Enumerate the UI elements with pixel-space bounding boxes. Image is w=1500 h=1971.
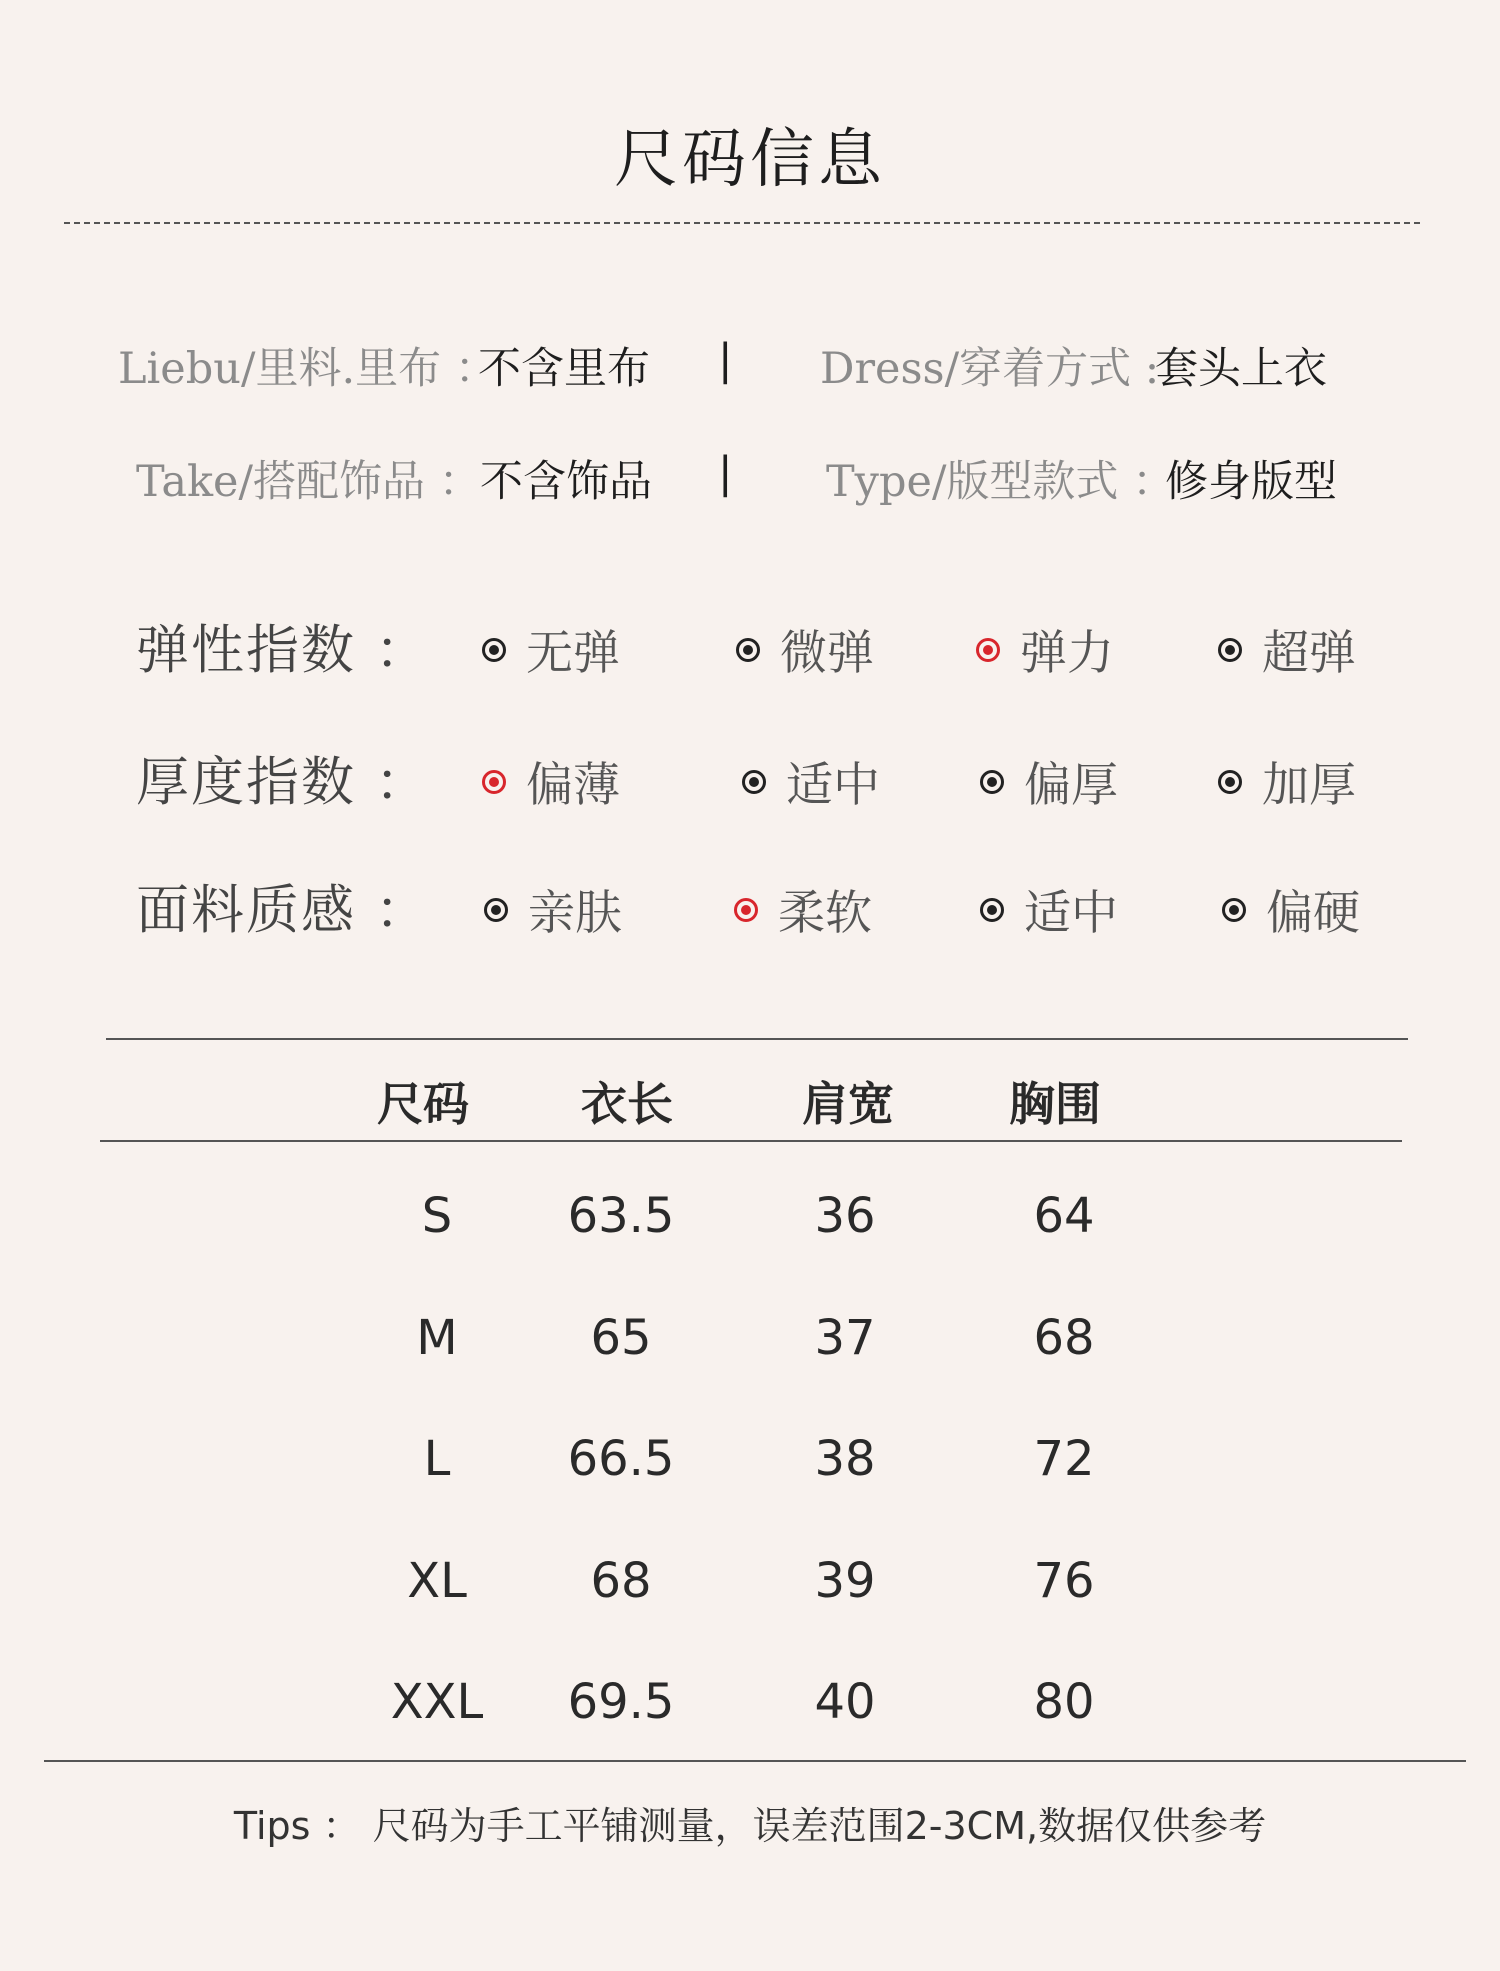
radio-icon [482,770,506,794]
table-cell: 39 [814,1553,876,1609]
info-separator: | [718,448,733,498]
info-row-2 [0,448,1500,508]
thickness-index-row [0,740,1500,813]
elasticity-option[interactable]: 超弹 [1218,616,1356,683]
table-header-bust: 胸围 [1009,1077,1101,1131]
radio-icon [1218,770,1242,794]
info-value-accessory: 不含饰品 [480,457,652,507]
elasticity-option[interactable]: 无弹 [482,616,620,683]
tips-note: Tips ： 尺码为手工平铺测量，误差范围2-3CM,数据仅供参考 [233,1804,1267,1848]
info-value-type: 修身版型 [1165,457,1337,507]
elasticity-option[interactable]: 弹力 [976,616,1114,683]
info-label-lining: Liebu/里料.里布 ： [118,344,498,394]
thickness-label: 厚度指数 ： [136,752,430,813]
radio-icon [484,898,508,922]
table-header-size: 尺码 [377,1077,469,1131]
texture-label: 面料质感 ： [136,880,430,941]
table-header-length: 衣长 [581,1077,673,1131]
table-cell: 80 [1033,1674,1095,1730]
texture-option[interactable]: 适中 [980,876,1118,943]
elasticity-index-row [0,608,1500,681]
info-separator: | [718,335,733,385]
table-cell: 72 [1033,1431,1095,1487]
table-cell: 69.5 [567,1674,675,1730]
table-header-shoulder: 肩宽 [802,1077,894,1131]
table-cell: 66.5 [567,1431,675,1487]
thickness-option[interactable]: 偏薄 [482,748,620,815]
table-cell: 63.5 [567,1188,675,1244]
texture-option[interactable]: 柔软 [734,876,872,943]
radio-icon [980,770,1004,794]
info-label-dress: Dress/穿着方式 : [820,344,1160,394]
table-cell: 65 [590,1310,652,1366]
thickness-option[interactable]: 加厚 [1218,748,1356,815]
info-row-1 [0,335,1500,395]
table-cell: 64 [1033,1188,1095,1244]
table-cell: L [423,1431,451,1487]
table-cell: 68 [590,1553,652,1609]
radio-icon [976,638,1000,662]
table-top-rule [106,1038,1408,1040]
table-bottom-rule [44,1760,1466,1762]
radio-icon [734,898,758,922]
table-cell: 37 [814,1310,876,1366]
dashed-divider [64,222,1420,224]
thickness-option[interactable]: 适中 [742,748,880,815]
table-cell: 38 [814,1431,876,1487]
table-cell: 68 [1033,1310,1095,1366]
radio-icon [980,898,1004,922]
texture-option[interactable]: 亲肤 [484,876,622,943]
table-cell: S [421,1188,453,1244]
radio-icon [1222,898,1246,922]
elasticity-option[interactable]: 微弹 [736,616,874,683]
info-value-lining: 不含里布 [478,344,650,394]
info-label-accessory: Take/搭配饰品 ： [136,457,482,507]
table-cell: XXL [390,1674,484,1730]
elasticity-label: 弹性指数 ： [136,620,430,681]
info-label-type: Type/版型款式 ： [826,457,1176,507]
info-value-dress: 套头上衣 [1155,344,1327,394]
thickness-option[interactable]: 偏厚 [980,748,1118,815]
table-cell: 76 [1033,1553,1095,1609]
radio-icon [1218,638,1242,662]
radio-icon [482,638,506,662]
radio-icon [742,770,766,794]
table-cell: XL [407,1553,467,1609]
texture-index-row [0,868,1500,941]
table-cell: M [416,1310,458,1366]
page-title: 尺码信息 [614,123,886,197]
table-header-rule [100,1140,1402,1142]
table-cell: 40 [814,1674,876,1730]
radio-icon [736,638,760,662]
table-cell: 36 [814,1188,876,1244]
texture-option[interactable]: 偏硬 [1222,876,1360,943]
